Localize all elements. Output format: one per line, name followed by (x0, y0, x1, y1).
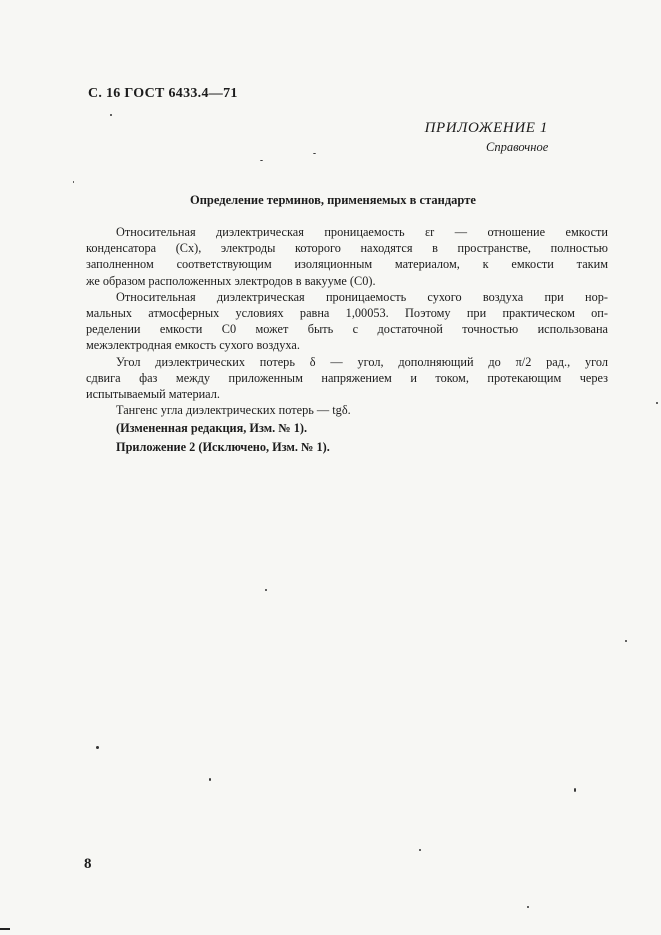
page-header: С. 16 ГОСТ 6433.4—71 (88, 86, 238, 101)
appendix-subtitle: Справочное (486, 140, 549, 154)
amendment-note: (Измененная редакция, Изм. № 1). (116, 421, 308, 436)
scan-speck (419, 849, 421, 851)
text-line: испытываемый материал. (86, 387, 220, 402)
scan-speck (73, 181, 74, 183)
scan-speck (527, 906, 529, 908)
text-line: же образом расположенных электродов в вакууме (C0). (86, 273, 376, 288)
scan-speck (313, 153, 316, 154)
text-line: заполненном соответствующим изоляционным материалом, к емкости таким (86, 257, 608, 272)
scan-speck (574, 788, 576, 792)
scan-speck (209, 778, 211, 781)
text-line: ределении емкости C0 может быть с достаточной точностью использована (86, 322, 608, 337)
section-title: Определение терминов, применяемых в стандарте (190, 193, 476, 207)
text-line: межэлектродная емкость сухого воздуха. (86, 338, 300, 353)
scan-speck (96, 746, 99, 749)
text-line: мальных атмосферных условиях равна 1,00053. Поэтому при практическом оп- (86, 306, 608, 321)
scan-speck (265, 589, 267, 591)
text-line: Относительная диэлектрическая проницаемость сухого воздуха при нор- (116, 289, 608, 304)
scan-speck (110, 114, 112, 116)
paragraph-loss-tangent (116, 402, 608, 418)
text-line: Угол диэлектрических потерь δ — угол, дополняющий до π/2 рад., угол (116, 354, 608, 369)
appendix2-note: Приложение 2 (Исключено, Изм. № 1). (116, 439, 330, 454)
text-line: Относительная диэлектрическая проницаемость εr — отношение емкости (116, 225, 608, 239)
text-line: Тангенс угла диэлектрических потерь — tgδ. (116, 403, 351, 418)
appendix-title: ПРИЛОЖЕНИЕ 1 (424, 120, 548, 136)
scan-speck (656, 402, 658, 404)
scan-speck (260, 160, 263, 161)
scan-mark (0, 928, 10, 930)
paragraph-permittivity (86, 224, 608, 289)
body-text (86, 224, 608, 455)
text-line: конденсатора (Cx), электроды которого находятся в пространстве, полностью (86, 241, 608, 256)
paragraph-dry-air (86, 289, 608, 354)
page-number: 8 (84, 856, 92, 872)
paragraph-loss-angle (86, 354, 608, 403)
text-line: сдвига фаз между приложенным напряжением и током, протекающим через (86, 370, 608, 385)
scan-speck (625, 640, 627, 642)
